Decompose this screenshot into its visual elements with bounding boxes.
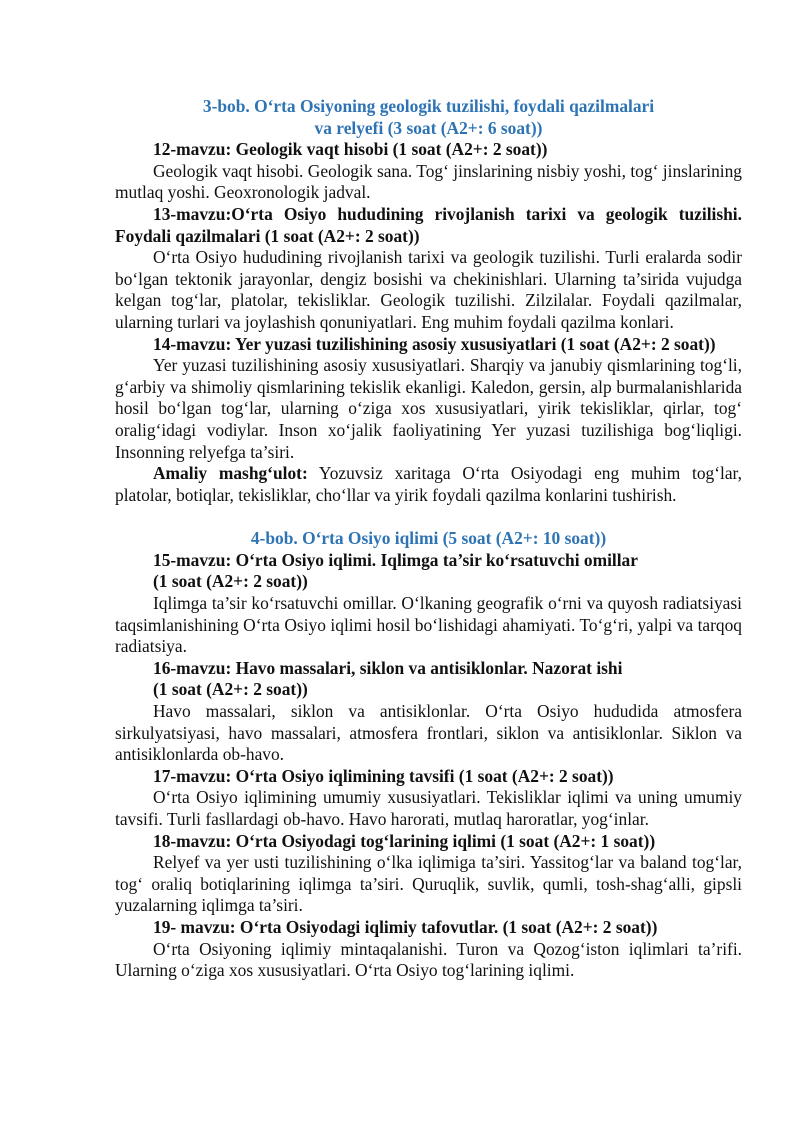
topic-16-body: Havo massalari, siklon va antisiklonlar. O‘rta Osiyo hududida atmosfera sirkulyatsiyasi, havo massalari, atmosfera frontlari, siklon va antisiklonlar. Siklon va antisiklonlarda ob-havo. <box>115 701 742 765</box>
chapter-3-title-line2: va relyefi (3 soat (A2+: 6 soat)) <box>314 117 543 138</box>
topic-14-body: Yer yuzasi tuzilishining asosiy xususiyatlari. Sharqiy va janubiy qismlarining tog‘li, g‘arbiy va shimoliy qismlarining tekislik ekanligi. Kaledon, gersin, alp burmalanishlarida hosil bo‘lgan tog‘lar, ularning o‘ziga xos xususiyatlari, yirik tekisliklar, qirlar, tog‘ oralig‘idagi vodiylar. Inson xo‘jalik faoliyatining Yer yuzasi tuzilishiga bog‘liqligi. Insonning relyefga ta’siri. <box>115 355 742 462</box>
topic-18-heading: 18-mavzu: O‘rta Osiyodagi tog‘larining iqlimi (1 soat (A2+: 1 soat)) <box>153 830 656 851</box>
topic-16-heading-line2: (1 soat (A2+: 2 soat)) <box>153 679 308 700</box>
topic-14-heading: 14-mavzu: Yer yuzasi tuzilishining asosiy xususiyatlari (1 soat (A2+: 2 soat)) <box>153 333 716 354</box>
topic-17-heading: 17-mavzu: O‘rta Osiyo iqlimining tavsifi (1 soat (A2+: 2 soat)) <box>153 765 614 786</box>
document-page <box>115 96 742 982</box>
chapter-3-title <box>115 96 742 139</box>
topic-12-heading: 12-mavzu: Geologik vaqt hisobi (1 soat (A2+: 2 soat)) <box>153 139 548 160</box>
topic-15-heading-line1: 15-mavzu: O‘rta Osiyo iqlimi. Iqlimga ta’sir ko‘rsatuvchi omillar <box>153 549 638 570</box>
practical-exercise-label: Amaliy mashg‘ulot: <box>153 463 308 484</box>
chapter-3-title-line1: 3-bob. O‘rta Osiyoning geologik tuzilishi, foydali qazilmalari <box>202 96 655 116</box>
topic-17-body: O‘rta Osiyo iqlimining umumiy xususiyatlari. Tekisliklar iqlimi va uning umumiy tavsifi. Turli fasllardagi ob-havo. Havo harorati, mutlaq haroratlar, yog‘inlar. <box>115 787 742 829</box>
topic-19-heading: 19- mavzu: O‘rta Osiyodagi iqlimiy tafovutlar. (1 soat (A2+: 2 soat)) <box>153 916 658 937</box>
topic-15-heading-line2: (1 soat (A2+: 2 soat)) <box>153 571 308 592</box>
topic-13-body: O‘rta Osiyo hududining rivojlanish tarixi va geologik tuzilishi. Turli eralarda sodir bo‘lgan tektonik jarayonlar, dengiz bosishi va chekinishlari. Ularning ta’sirida vujudga kelgan tog‘lar, platolar, tekisliklar. Geologik tuzilishi. Zilzilalar. Foydali qazilmalar, ularning turlari va joylashish qonuniyatlari. Eng muhim foydali qazilma konlari. <box>115 247 742 332</box>
topic-13-heading: 13-mavzu:O‘rta Osiyo hududining rivojlanish tarixi va geologik tuzilishi. Foydali qazilmalari (1 soat (A2+: 2 soat)) <box>115 203 742 246</box>
chapter-4-title: 4-bob. O‘rta Osiyo iqlimi (5 soat (A2+: 10 soat)) <box>250 528 607 549</box>
topic-15-body: Iqlimga ta’sir ko‘rsatuvchi omillar. O‘lkaning geografik o‘rni va quyosh radiatsiyasi taqsimlanishining O‘rta Osiyo iqlimi hosil bo‘lishidagi ahamiyati. To‘g‘ri, yalpi va tarqoq radiatsiya. <box>115 593 742 657</box>
practical-exercise <box>115 463 742 506</box>
topic-12-body: Geologik vaqt hisobi. Geologik sana. Tog‘ jinslarining nisbiy yoshi, tog‘ jinslarining mutlaq yoshi. Geoxronologik jadval. <box>115 160 742 203</box>
topic-16-heading-line1: 16-mavzu: Havo massalari, siklon va antisiklonlar. Nazorat ishi <box>153 657 623 678</box>
practical-exercise-body: Yozuvsiz xaritaga O‘rta Osiyodagi eng muhim tog‘lar, platolar, botiqlar, tekisliklar, cho‘llar va yirik foydali qazilma konlarini tushirish. <box>115 463 742 505</box>
topic-18-body: Relyef va yer usti tuzilishining o‘lka iqlimiga ta’siri. Yassitog‘lar va baland tog‘lar, tog‘ oraliq botiqlarining iqlimga ta’siri. Quruqlik, suvlik, qumli, tosh-shag‘alli, gipsli yuzalarning iqlimga ta’siri. <box>115 852 742 916</box>
topic-19-body: O‘rta Osiyoning iqlimiy mintaqalanishi. Turon va Qozog‘iston iqlimlari ta’rifi. Ularning o‘ziga xos xususiyatlari. O‘rta Osiyo tog‘larining iqlimi. <box>115 938 742 981</box>
